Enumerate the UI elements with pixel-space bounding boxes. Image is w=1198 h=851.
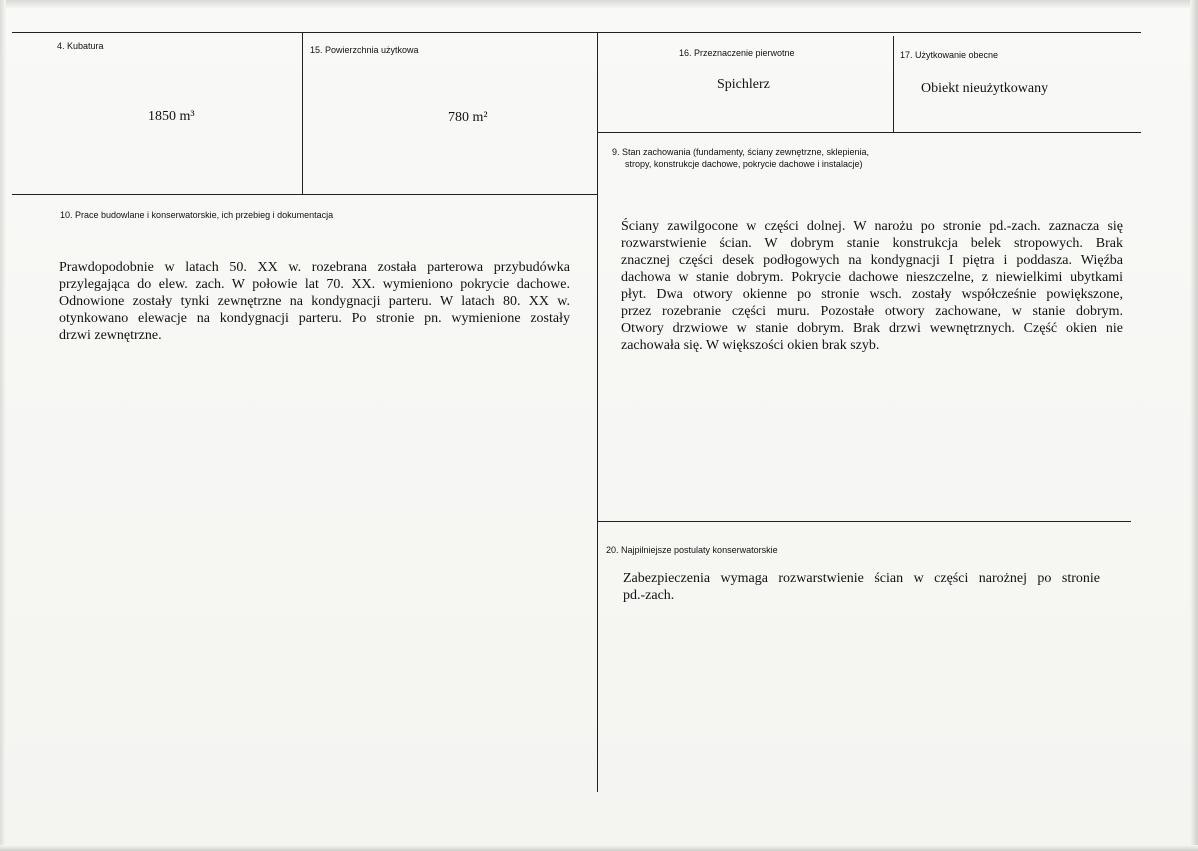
kubatura-value: 1850 m³ — [148, 109, 195, 124]
kubatura-label: 4. Kubatura — [57, 41, 104, 51]
stan-text-line: dachowa w stanie dobrym. Pokrycie dachowe nieszczelne, z niewielkimi ubytkami — [621, 270, 1123, 285]
scan-edge-bottom — [0, 845, 1198, 851]
powierzchnia-value: 780 m² — [448, 110, 488, 125]
rule-mid-top — [302, 32, 303, 194]
rule-right-low — [598, 521, 1131, 522]
rule-right-top — [893, 36, 894, 133]
prace-text-line: otynkowano elewacje na kondygnacji parteru. Po stronie pn. wymienione zostały — [59, 311, 570, 326]
prace-text-line: przylegająca do elew. zach. W połowie lat 70. XX. wymieniono pokrycie dachowe. — [59, 277, 570, 292]
stan-text-line: rozwarstwienie ścian. W dobrym stanie konstrukcja belek stropowych. Brak — [621, 236, 1123, 251]
uzytkowanie-label: 17. Użytkowanie obecne — [900, 50, 999, 60]
scan-edge-top — [0, 0, 1198, 8]
postulaty-label: 20. Najpilniejsze postulaty konserwatorskie — [606, 545, 778, 555]
postulaty-text — [623, 570, 1100, 604]
stan-text-line: Otwory drzwiowe w stanie dobrym. Brak drzwi wewnętrznych. Część okien nie — [621, 321, 1123, 336]
postulaty-text-line: Zabezpieczenia wymaga rozwarstwienie ścian w części narożnej po stronie — [623, 571, 1100, 586]
przeznaczenie-label: 16. Przeznaczenie pierwotne — [679, 48, 795, 58]
stan-label-line-1: 9. Stan zachowania (fundamenty, ściany zewnętrzne, sklepienia, — [612, 147, 869, 157]
scan-edge-left — [0, 0, 6, 851]
prace-text-line: Prawdopodobnie w latach 50. XX w. rozebrana została parterowa przybudówka — [59, 260, 570, 275]
stan-text-line: przez rozebranie części muru. Pozostałe otwory zachowane, w stanie dobrym. — [621, 304, 1123, 319]
prace-label: 10. Prace budowlane i konserwatorskie, ich przebieg i dokumentacja — [60, 210, 334, 220]
rule-center — [597, 32, 598, 792]
uzytkowanie-value: Obiekt nieużytkowany — [921, 81, 1049, 96]
stan-text-line: zachowała się. W większości okien brak szyb. — [621, 338, 880, 353]
stan-text-line: znacznej części desek podłogowych na kondygnacji I piętra i poddasza. Więźba — [621, 253, 1123, 268]
rule-left-bottom — [12, 194, 598, 195]
postulaty-text-line: pd.-zach. — [623, 588, 675, 603]
scan-edge-right — [1190, 0, 1198, 851]
przeznaczenie-value: Spichlerz — [717, 77, 770, 92]
stan-text-line: płyt. Dwa otwory okienne po stronie wsch. zostały współcześnie powiększone, — [621, 287, 1123, 302]
powierzchnia-label: 15. Powierzchnia użytkowa — [310, 45, 419, 55]
prace-text — [59, 259, 570, 344]
prace-text-line: drzwi zewnętrzne. — [59, 328, 162, 343]
stan-text — [621, 218, 1123, 354]
stan-label-line-2: stropy, konstrukcje dachowe, pokrycie dachowe i instalacje) — [625, 159, 863, 169]
prace-text-line: Odnowione zostały tynki zewnętrzne na kondygnacji parteru. W latach 80. XX w. — [59, 294, 570, 309]
stan-text-line: Ściany zawilgocone w części dolnej. W narożu po stronie pd.-zach. zaznacza się — [621, 219, 1123, 234]
rule-top — [12, 32, 1141, 33]
rule-right-mid — [598, 132, 1141, 133]
